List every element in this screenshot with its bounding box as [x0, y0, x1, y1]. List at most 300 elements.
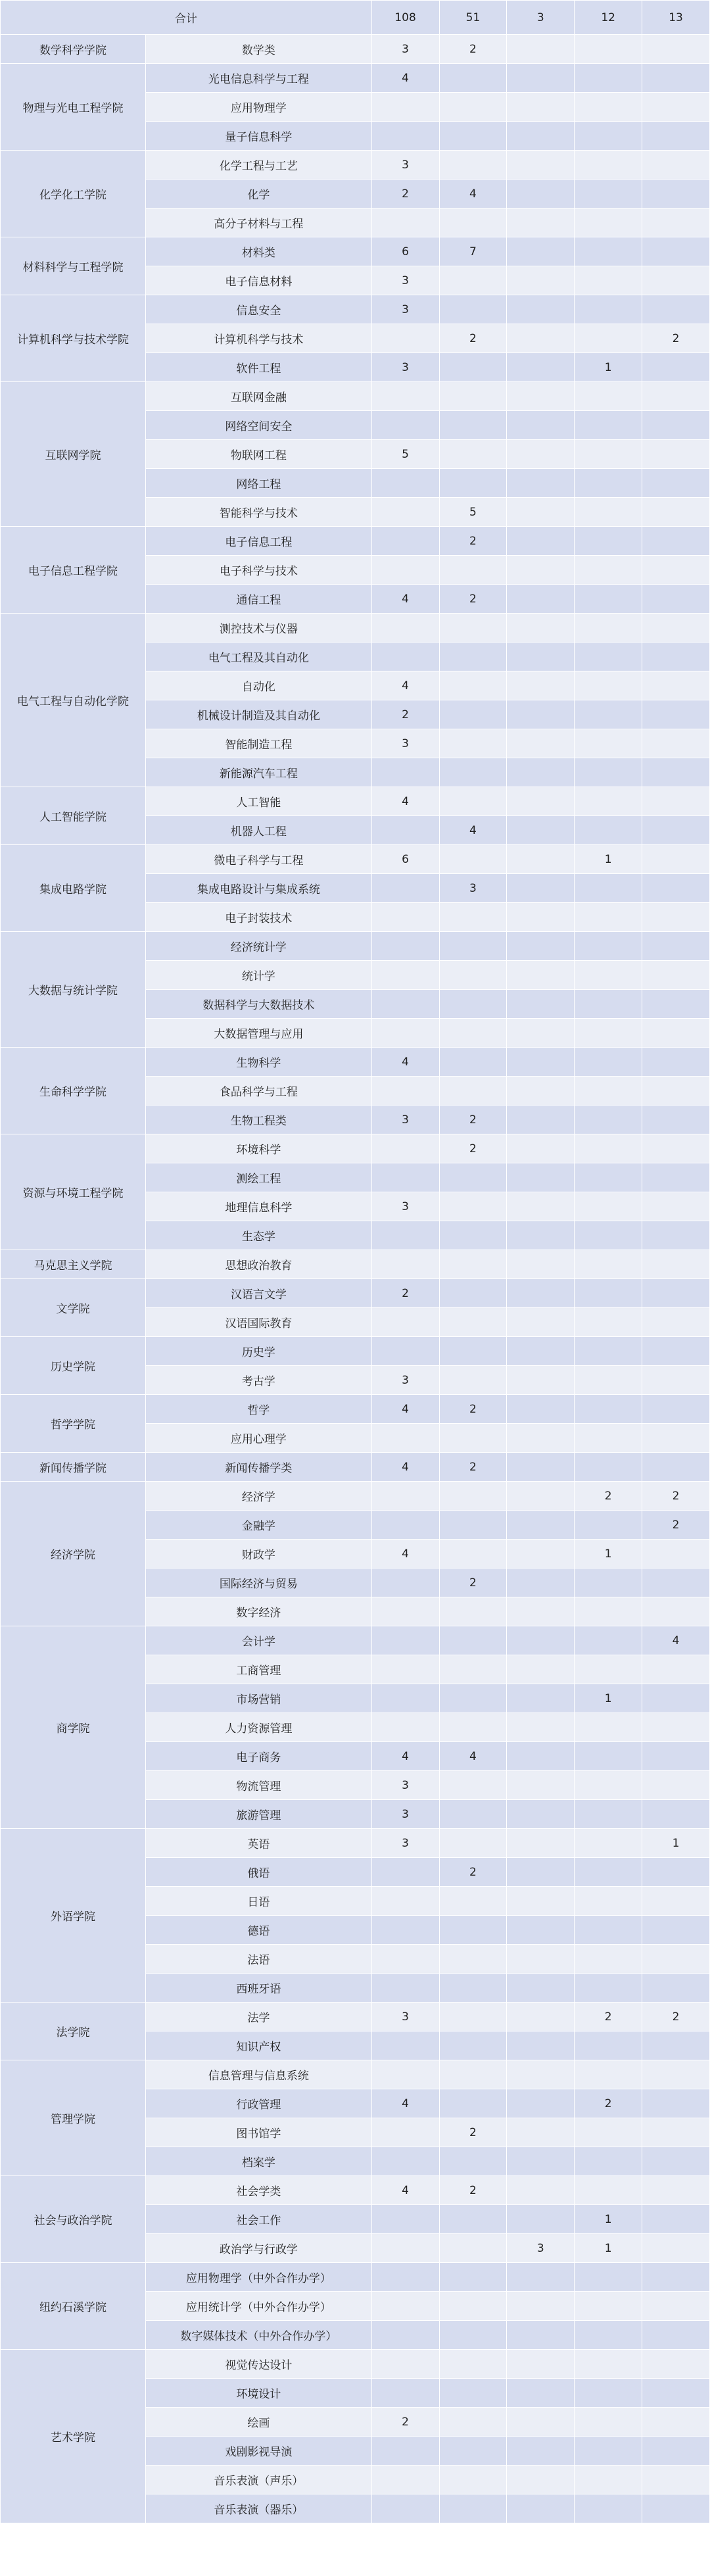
count-cell	[439, 1308, 507, 1337]
table-row	[1, 2263, 710, 2292]
count-cell: 2	[439, 1568, 507, 1597]
count-cell	[575, 2321, 642, 2350]
college-name-cell: 纽约石溪学院	[1, 2263, 146, 2350]
count-cell	[507, 2176, 575, 2205]
count-cell	[575, 151, 642, 180]
count-cell	[575, 2176, 642, 2205]
major-name-cell: 电子信息材料	[146, 266, 372, 295]
count-cell	[507, 1568, 575, 1597]
major-name-cell: 戏剧影视导演	[146, 2437, 372, 2466]
count-cell	[439, 1684, 507, 1713]
count-cell: 1	[575, 2234, 642, 2263]
count-cell	[371, 498, 439, 527]
major-name-cell: 金融学	[146, 1511, 372, 1540]
count-cell	[371, 527, 439, 556]
count-cell	[371, 990, 439, 1019]
count-cell	[642, 2234, 710, 2263]
count-cell	[507, 266, 575, 295]
count-cell	[507, 1742, 575, 1771]
total-cell: 13	[642, 1, 710, 35]
count-cell	[371, 324, 439, 353]
count-cell	[575, 1077, 642, 1106]
table-row	[1, 614, 710, 643]
count-cell	[371, 93, 439, 122]
count-cell	[439, 1077, 507, 1106]
count-cell	[575, 1395, 642, 1424]
count-cell	[642, 1106, 710, 1134]
count-cell: 6	[371, 845, 439, 874]
major-name-cell: 光电信息科学与工程	[146, 64, 372, 93]
count-cell: 4	[439, 816, 507, 845]
count-cell	[575, 1800, 642, 1829]
count-cell	[507, 1974, 575, 2003]
major-name-cell: 人工智能	[146, 787, 372, 816]
count-cell	[642, 382, 710, 411]
major-name-cell: 社会工作	[146, 2205, 372, 2234]
count-cell	[575, 469, 642, 498]
major-name-cell: 视觉传达设计	[146, 2350, 372, 2379]
count-cell	[439, 2003, 507, 2031]
count-cell	[371, 411, 439, 440]
count-cell	[575, 498, 642, 527]
count-cell	[371, 1511, 439, 1540]
count-cell: 2	[371, 1279, 439, 1308]
count-cell: 3	[371, 1800, 439, 1829]
major-name-cell: 电子封装技术	[146, 903, 372, 932]
count-cell	[371, 2263, 439, 2292]
count-cell	[371, 1887, 439, 1916]
count-cell	[439, 671, 507, 700]
count-cell	[439, 2234, 507, 2263]
count-cell	[439, 1626, 507, 1655]
major-name-cell: 物联网工程	[146, 440, 372, 469]
count-cell	[371, 2147, 439, 2176]
count-cell: 4	[642, 1626, 710, 1655]
count-cell	[371, 1974, 439, 2003]
count-cell	[439, 990, 507, 1019]
count-cell	[507, 1511, 575, 1540]
count-cell: 2	[439, 2176, 507, 2205]
count-cell: 3	[371, 266, 439, 295]
count-cell: 4	[371, 64, 439, 93]
count-cell	[507, 1366, 575, 1395]
count-cell	[507, 1771, 575, 1800]
count-cell	[439, 411, 507, 440]
count-cell: 3	[507, 2234, 575, 2263]
count-cell	[439, 93, 507, 122]
count-cell	[507, 1048, 575, 1077]
count-cell	[439, 2494, 507, 2523]
count-cell	[439, 1019, 507, 1048]
table-row	[1, 527, 710, 556]
count-cell	[439, 961, 507, 990]
count-cell	[575, 1424, 642, 1453]
count-cell	[507, 671, 575, 700]
count-cell: 3	[371, 353, 439, 382]
count-cell	[642, 556, 710, 585]
count-cell: 1	[575, 1684, 642, 1713]
count-cell	[642, 961, 710, 990]
count-cell	[507, 874, 575, 903]
count-cell	[439, 1887, 507, 1916]
count-cell	[439, 295, 507, 324]
count-cell	[642, 2205, 710, 2234]
count-cell	[575, 1048, 642, 1077]
college-name-cell: 资源与环境工程学院	[1, 1134, 146, 1250]
major-name-cell: 旅游管理	[146, 1800, 372, 1829]
count-cell	[642, 2321, 710, 2350]
count-cell	[439, 2379, 507, 2408]
count-cell	[507, 1250, 575, 1279]
count-cell: 3	[371, 1192, 439, 1221]
count-cell	[575, 208, 642, 237]
count-cell	[642, 787, 710, 816]
major-name-cell: 应用统计学（中外合作办学）	[146, 2292, 372, 2321]
count-cell	[575, 2031, 642, 2060]
count-cell: 4	[439, 180, 507, 208]
count-cell	[507, 498, 575, 527]
count-cell	[642, 729, 710, 758]
count-cell	[439, 1771, 507, 1800]
count-cell	[642, 1916, 710, 1945]
count-cell	[642, 671, 710, 700]
table-body	[1, 1, 710, 2523]
count-cell	[642, 1337, 710, 1366]
count-cell	[575, 411, 642, 440]
count-cell	[371, 1134, 439, 1163]
major-name-cell: 通信工程	[146, 585, 372, 614]
count-cell	[642, 2176, 710, 2205]
table-row	[1, 787, 710, 816]
count-cell	[507, 180, 575, 208]
count-cell: 2	[575, 2089, 642, 2118]
count-cell	[507, 122, 575, 151]
count-cell	[575, 324, 642, 353]
count-cell	[642, 2089, 710, 2118]
count-cell	[371, 874, 439, 903]
count-cell	[507, 1829, 575, 1858]
college-name-cell: 互联网学院	[1, 382, 146, 527]
count-cell	[575, 1134, 642, 1163]
count-cell	[371, 1163, 439, 1192]
major-name-cell: 俄语	[146, 1858, 372, 1887]
count-cell	[575, 1858, 642, 1887]
count-cell: 6	[371, 237, 439, 266]
total-row	[1, 1, 710, 35]
count-cell	[575, 1337, 642, 1366]
count-cell: 2	[439, 527, 507, 556]
major-name-cell: 集成电路设计与集成系统	[146, 874, 372, 903]
major-name-cell: 物流管理	[146, 1771, 372, 1800]
count-cell	[507, 295, 575, 324]
count-cell	[507, 1163, 575, 1192]
college-name-cell: 大数据与统计学院	[1, 932, 146, 1048]
count-cell	[642, 1424, 710, 1453]
count-cell	[439, 1800, 507, 1829]
count-cell	[507, 1655, 575, 1684]
count-cell	[371, 208, 439, 237]
table-row	[1, 1453, 710, 1482]
count-cell	[439, 1163, 507, 1192]
count-cell	[507, 1597, 575, 1626]
major-name-cell: 英语	[146, 1829, 372, 1858]
count-cell	[507, 1077, 575, 1106]
count-cell	[439, 2350, 507, 2379]
count-cell	[642, 2263, 710, 2292]
count-cell	[371, 903, 439, 932]
count-cell	[642, 1279, 710, 1308]
count-cell	[642, 1395, 710, 1424]
count-cell	[642, 932, 710, 961]
count-cell	[642, 614, 710, 643]
count-cell: 2	[642, 324, 710, 353]
count-cell	[507, 585, 575, 614]
count-cell	[507, 2205, 575, 2234]
major-name-cell: 生物科学	[146, 1048, 372, 1077]
college-name-cell: 管理学院	[1, 2060, 146, 2176]
count-cell	[507, 2060, 575, 2089]
major-name-cell: 生态学	[146, 1221, 372, 1250]
count-cell	[507, 2292, 575, 2321]
table-row	[1, 1250, 710, 1279]
table-row	[1, 2003, 710, 2031]
major-name-cell: 机器人工程	[146, 816, 372, 845]
major-name-cell: 环境科学	[146, 1134, 372, 1163]
major-name-cell: 经济学	[146, 1482, 372, 1511]
table-row	[1, 1626, 710, 1655]
major-name-cell: 网络空间安全	[146, 411, 372, 440]
count-cell	[371, 2379, 439, 2408]
major-name-cell: 大数据管理与应用	[146, 1019, 372, 1048]
count-cell	[575, 1308, 642, 1337]
count-cell	[575, 2060, 642, 2089]
major-name-cell: 新闻传播学类	[146, 1453, 372, 1482]
count-cell: 2	[575, 1482, 642, 1511]
count-cell	[507, 208, 575, 237]
major-name-cell: 应用心理学	[146, 1424, 372, 1453]
count-cell: 2	[642, 1511, 710, 1540]
count-cell	[642, 2147, 710, 2176]
count-cell	[575, 1945, 642, 1974]
count-cell	[371, 2466, 439, 2494]
count-cell	[439, 1974, 507, 2003]
count-cell	[642, 1134, 710, 1163]
count-cell	[642, 1684, 710, 1713]
count-cell	[507, 1308, 575, 1337]
major-name-cell: 电气工程及其自动化	[146, 643, 372, 671]
count-cell	[371, 469, 439, 498]
count-cell	[642, 874, 710, 903]
major-name-cell: 软件工程	[146, 353, 372, 382]
count-cell: 2	[439, 1106, 507, 1134]
count-cell	[439, 1366, 507, 1395]
major-name-cell: 高分子材料与工程	[146, 208, 372, 237]
count-cell: 1	[575, 1540, 642, 1568]
count-cell: 4	[371, 1540, 439, 1568]
total-cell: 51	[439, 1, 507, 35]
count-cell	[642, 2350, 710, 2379]
count-cell	[507, 1945, 575, 1974]
count-cell	[439, 1221, 507, 1250]
count-cell: 2	[439, 324, 507, 353]
count-cell	[642, 700, 710, 729]
college-name-cell: 马克思主义学院	[1, 1250, 146, 1279]
count-cell	[439, 1829, 507, 1858]
count-cell	[642, 266, 710, 295]
count-cell	[371, 1916, 439, 1945]
count-cell	[642, 1887, 710, 1916]
major-name-cell: 德语	[146, 1916, 372, 1945]
count-cell	[371, 1626, 439, 1655]
count-cell	[439, 2031, 507, 2060]
count-cell: 1	[575, 2205, 642, 2234]
count-cell	[575, 556, 642, 585]
count-cell	[439, 1597, 507, 1626]
count-cell	[575, 1974, 642, 2003]
count-cell	[642, 2437, 710, 2466]
count-cell	[439, 2089, 507, 2118]
major-name-cell: 音乐表演（声乐）	[146, 2466, 372, 2494]
count-cell	[575, 237, 642, 266]
count-cell	[371, 1250, 439, 1279]
college-name-cell: 数学科学学院	[1, 35, 146, 64]
table-row	[1, 1482, 710, 1511]
count-cell: 2	[439, 585, 507, 614]
college-name-cell: 历史学院	[1, 1337, 146, 1395]
count-cell: 2	[575, 2003, 642, 2031]
count-cell	[507, 1337, 575, 1366]
count-cell	[575, 671, 642, 700]
count-cell	[371, 1713, 439, 1742]
count-cell	[507, 237, 575, 266]
count-cell	[642, 1192, 710, 1221]
count-cell: 3	[371, 35, 439, 64]
count-cell	[371, 1568, 439, 1597]
major-name-cell: 计算机科学与技术	[146, 324, 372, 353]
major-name-cell: 地理信息科学	[146, 1192, 372, 1221]
count-cell	[575, 122, 642, 151]
table-row	[1, 1829, 710, 1858]
count-cell	[507, 1916, 575, 1945]
count-cell: 2	[642, 2003, 710, 2031]
count-cell	[507, 324, 575, 353]
count-cell	[575, 440, 642, 469]
table-row	[1, 1337, 710, 1366]
count-cell	[371, 1597, 439, 1626]
count-cell	[507, 1540, 575, 1568]
major-name-cell: 经济统计学	[146, 932, 372, 961]
count-cell	[371, 2118, 439, 2147]
count-cell	[371, 1077, 439, 1106]
count-cell	[575, 903, 642, 932]
count-cell	[575, 1366, 642, 1395]
major-name-cell: 新能源汽车工程	[146, 758, 372, 787]
count-cell	[439, 1279, 507, 1308]
count-cell	[507, 1192, 575, 1221]
count-cell: 7	[439, 237, 507, 266]
count-cell	[439, 932, 507, 961]
count-cell	[642, 816, 710, 845]
major-name-cell: 工商管理	[146, 1655, 372, 1684]
count-cell	[439, 556, 507, 585]
count-cell	[507, 1221, 575, 1250]
count-cell	[642, 469, 710, 498]
count-cell	[371, 758, 439, 787]
count-cell: 5	[371, 440, 439, 469]
count-cell	[507, 1626, 575, 1655]
count-cell: 4	[371, 1453, 439, 1482]
table-row	[1, 64, 710, 93]
major-name-cell: 数学类	[146, 35, 372, 64]
college-name-cell: 哲学学院	[1, 1395, 146, 1453]
major-name-cell: 知识产权	[146, 2031, 372, 2060]
count-cell	[642, 1019, 710, 1048]
count-cell	[575, 585, 642, 614]
count-cell	[439, 353, 507, 382]
count-cell	[642, 1250, 710, 1279]
count-cell	[507, 1019, 575, 1048]
count-cell	[642, 643, 710, 671]
count-cell	[575, 1250, 642, 1279]
count-cell	[575, 1742, 642, 1771]
major-name-cell: 社会学类	[146, 2176, 372, 2205]
college-name-cell: 物理与光电工程学院	[1, 64, 146, 151]
count-cell	[575, 1279, 642, 1308]
count-cell	[642, 1308, 710, 1337]
count-cell	[642, 1163, 710, 1192]
total-cell: 108	[371, 1, 439, 35]
major-name-cell: 化学	[146, 180, 372, 208]
count-cell: 3	[371, 1771, 439, 1800]
major-name-cell: 应用物理学（中外合作办学）	[146, 2263, 372, 2292]
major-name-cell: 自动化	[146, 671, 372, 700]
major-name-cell: 日语	[146, 1887, 372, 1916]
college-name-cell: 社会与政治学院	[1, 2176, 146, 2263]
count-cell	[507, 556, 575, 585]
count-cell: 3	[371, 151, 439, 180]
count-cell	[507, 2118, 575, 2147]
major-name-cell: 电子信息工程	[146, 527, 372, 556]
count-cell	[507, 2089, 575, 2118]
count-cell	[575, 1829, 642, 1858]
count-cell	[575, 2263, 642, 2292]
count-cell	[507, 1106, 575, 1134]
count-cell: 3	[371, 1829, 439, 1858]
count-cell	[439, 643, 507, 671]
major-name-cell: 网络工程	[146, 469, 372, 498]
count-cell	[371, 2437, 439, 2466]
count-cell	[575, 93, 642, 122]
college-name-cell: 经济学院	[1, 1482, 146, 1626]
count-cell	[642, 1221, 710, 1250]
count-cell	[642, 1597, 710, 1626]
count-cell	[507, 2408, 575, 2437]
count-cell	[575, 1163, 642, 1192]
count-cell	[507, 2437, 575, 2466]
count-cell	[642, 2466, 710, 2494]
count-cell: 2	[371, 700, 439, 729]
count-cell	[439, 2205, 507, 2234]
major-name-cell: 测绘工程	[146, 1163, 372, 1192]
count-cell	[575, 2437, 642, 2466]
count-cell	[507, 2321, 575, 2350]
count-cell	[575, 787, 642, 816]
major-name-cell: 化学工程与工艺	[146, 151, 372, 180]
major-name-cell: 法语	[146, 1945, 372, 1974]
table-row	[1, 1279, 710, 1308]
table-row	[1, 1134, 710, 1163]
count-cell	[575, 2147, 642, 2176]
